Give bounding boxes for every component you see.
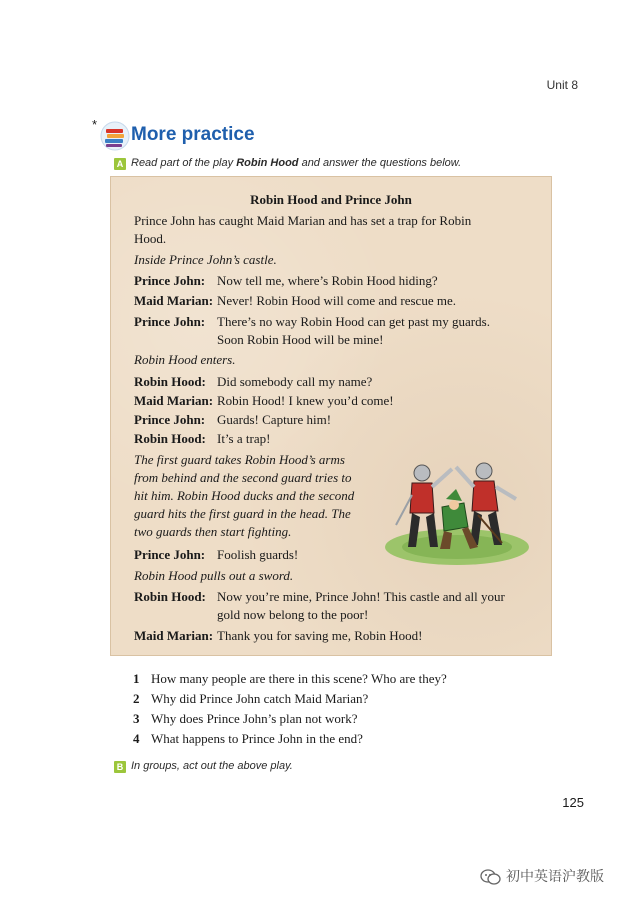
- play-intro-line-1: Prince John has caught Maid Marian and has set a trap for Robin: [134, 213, 472, 228]
- speaker-name: Prince John:: [134, 547, 206, 562]
- dialogue-line: [134, 430, 534, 448]
- page-number: 125: [562, 795, 584, 810]
- dialogue-text: Now tell me, where’s Robin Hood hiding?: [217, 273, 438, 288]
- section-title: More practice: [131, 124, 255, 145]
- dialogue-text: There’s no way Robin Hood can get past my guards.: [217, 314, 490, 329]
- speaker-name: Prince John:: [134, 273, 206, 288]
- wechat-icon: [480, 868, 502, 886]
- stage-direction-line: The first guard takes Robin Hood’s arms: [134, 452, 345, 467]
- dialogue-line: [134, 546, 534, 564]
- stage-direction-line: hit him. Robin Hood ducks and the second: [134, 488, 355, 503]
- question-item: 3 Why does Prince John’s plan not work?: [133, 711, 358, 726]
- play-title: Robin Hood and Prince John: [250, 192, 412, 207]
- speaker-name: Maid Marian:: [134, 293, 214, 308]
- question-item: 2 Why did Prince John catch Maid Marian?: [133, 691, 369, 706]
- speaker-name: Robin Hood:: [134, 431, 206, 446]
- stage-direction-line: from behind and the second guard tries to: [134, 470, 352, 485]
- speaker-name: Maid Marian:: [134, 393, 214, 408]
- dialogue-line: [134, 373, 534, 391]
- dialogue-text: Thank you for saving me, Robin Hood!: [217, 628, 423, 643]
- dialogue-text-continued: Soon Robin Hood will be mine!: [217, 332, 384, 347]
- dialogue-text: It’s a trap!: [217, 431, 271, 446]
- play-intro-line-2: Hood.: [134, 231, 167, 246]
- question-item: 4 What happens to Prince John in the end?: [133, 731, 363, 746]
- activity-a-badge: A: [114, 158, 126, 170]
- book-stack-icon: [100, 121, 130, 151]
- stage-direction-line: guard hits the first guard in the head. The: [134, 506, 351, 521]
- speaker-name: Prince John:: [134, 412, 206, 427]
- dialogue-line: [134, 411, 534, 429]
- stage-direction: Robin Hood pulls out a sword.: [134, 568, 294, 583]
- dialogue-text: Never! Robin Hood will come and rescue me.: [217, 293, 456, 308]
- speaker-name: Prince John:: [134, 314, 206, 329]
- dialogue-line: [134, 292, 534, 310]
- watermark-text: 初中英语沪教版: [506, 869, 604, 885]
- dialogue-text: Did somebody call my name?: [217, 374, 373, 389]
- optional-star: *: [92, 117, 98, 132]
- dialogue-text: Guards! Capture him!: [217, 412, 332, 427]
- question-item: 1 How many people are there in this scene? Who are they?: [133, 671, 447, 686]
- stage-direction: Inside Prince John’s castle.: [134, 252, 277, 267]
- activity-b-instruction: In groups, act out the above play.: [131, 760, 293, 772]
- stage-direction-line: two guards then start fighting.: [134, 524, 292, 539]
- speaker-name: Maid Marian:: [134, 628, 214, 643]
- unit-label: Unit 8: [546, 78, 578, 92]
- activity-b-badge: B: [114, 761, 126, 773]
- dialogue-line: [134, 627, 534, 645]
- dialogue-text-continued: gold now belong to the poor!: [217, 607, 369, 622]
- speaker-name: Robin Hood:: [134, 374, 206, 389]
- stage-direction: Robin Hood enters.: [134, 352, 236, 367]
- dialogue-text: Foolish guards!: [217, 547, 299, 562]
- dialogue-line: [134, 313, 534, 349]
- dialogue-line: [134, 272, 534, 290]
- speaker-name: Robin Hood:: [134, 589, 206, 604]
- dialogue-text: Now you’re mine, Prince John! This castle and all your: [217, 589, 505, 604]
- dialogue-line: [134, 392, 534, 410]
- activity-a-instruction: Read part of the play Robin Hood and answer the questions below.: [131, 157, 462, 169]
- dialogue-text: Robin Hood! I knew you’d come!: [217, 393, 394, 408]
- dialogue-line: [134, 588, 534, 624]
